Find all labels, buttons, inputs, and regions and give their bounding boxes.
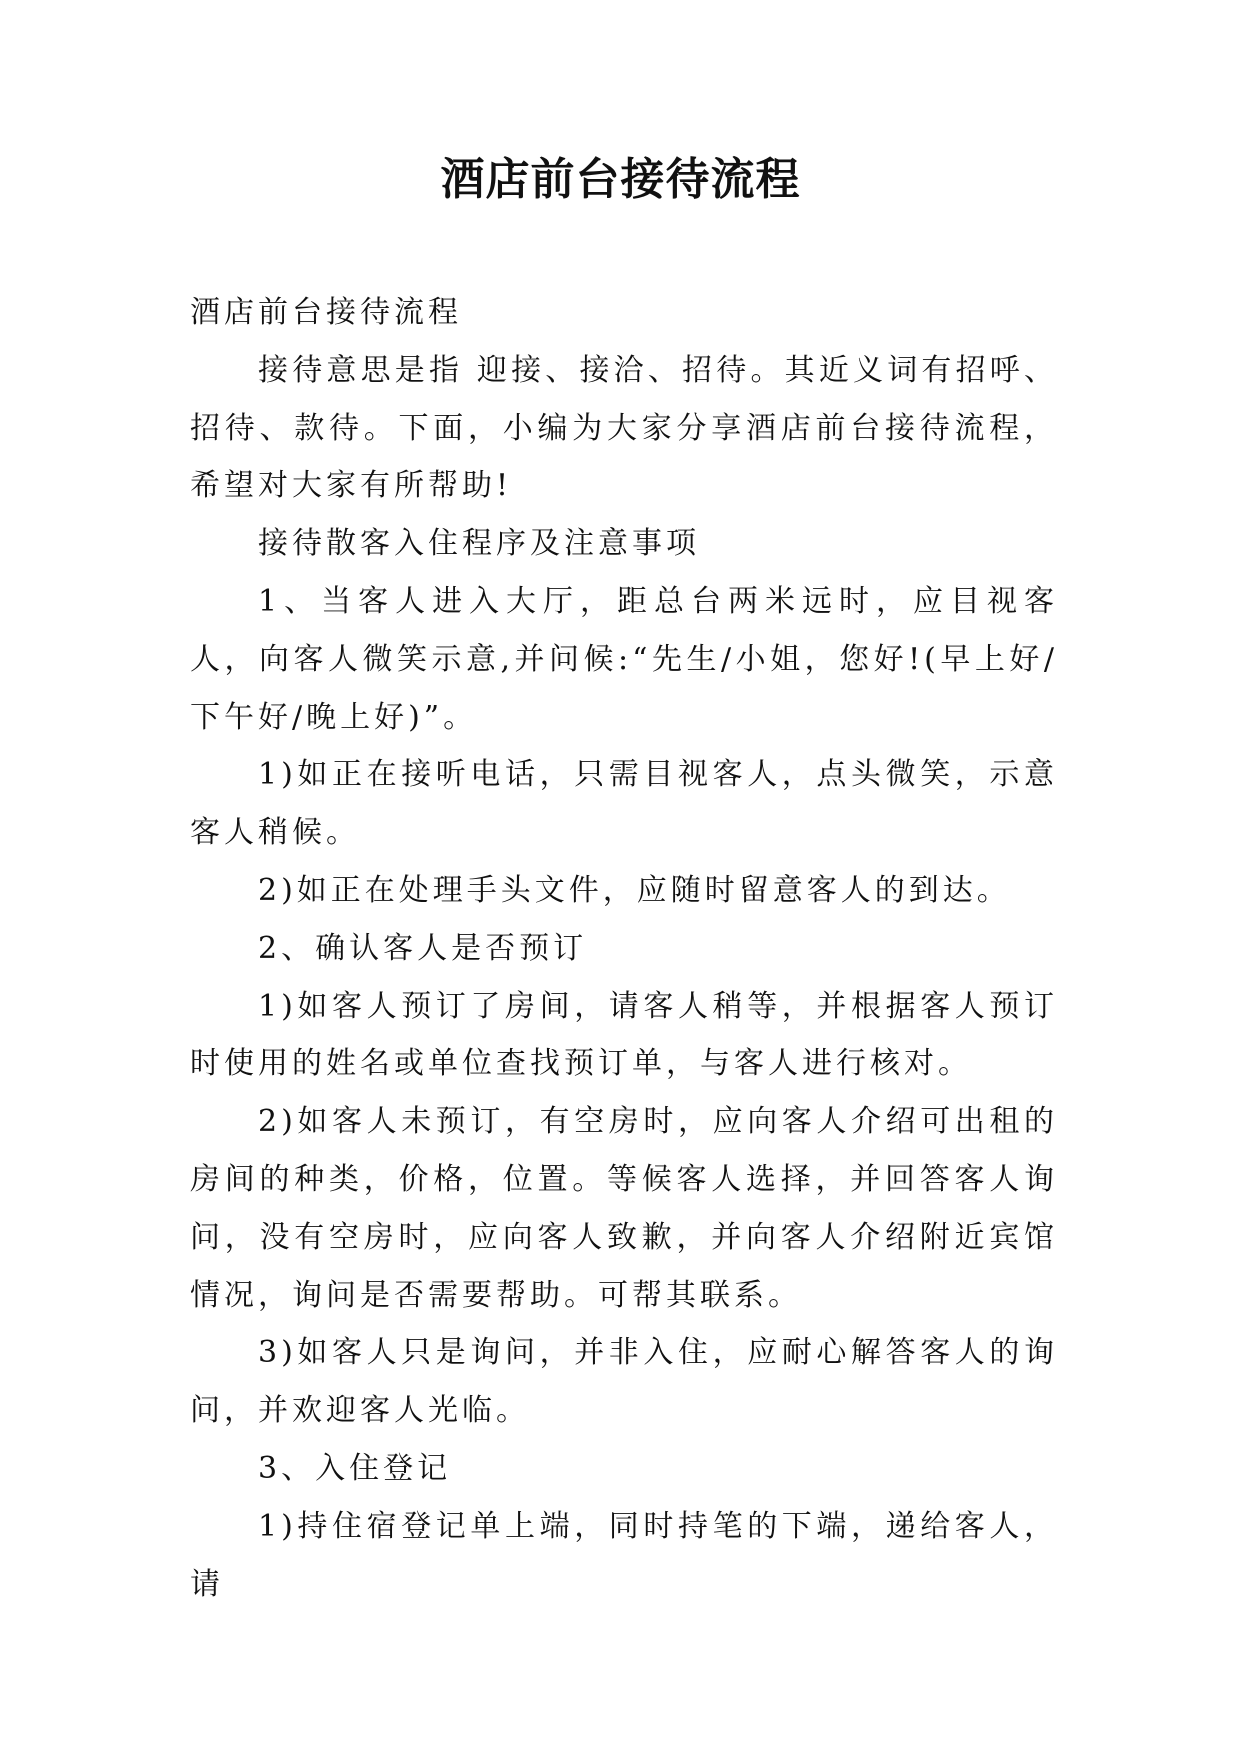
paragraph: 1)如客人预订了房间，请客人稍等，并根据客人预订时使用的姓名或单位查找预订单，与客人进行核对。 (190, 988, 1058, 1082)
paragraph: 接待散客入住程序及注意事项 (258, 526, 700, 562)
paragraph: 2)如正在处理手头文件，应随时留意客人的到达。 (258, 872, 1011, 908)
paragraph: 3、入住登记 (258, 1450, 452, 1486)
paragraph: 接待意思是指 迎接、接洽、招待。其近义词有招呼、招待、款待。下面，小编为大家分享酒店前台接待流程，希望对大家有所帮助! (190, 352, 1058, 504)
document-title: 酒店前台接待流程 (440, 154, 801, 205)
paragraph: 3)如客人只是询问，并非入住，应耐心解答客人的询问，并欢迎客人光临。 (190, 1335, 1058, 1429)
paragraph: 1)如正在接听电话，只需目视客人，点头微笑，示意客人稍候。 (190, 757, 1058, 851)
document-body (190, 284, 1058, 1613)
paragraph: 1)持住宿登记单上端，同时持笔的下端，递给客人，请 (190, 1508, 1058, 1602)
paragraph: 酒店前台接待流程 (190, 295, 462, 330)
paragraph: 1、当客人进入大厅，距总台两米远时，应目视客人，向客人微笑示意,并问候:“先生/小姐，您好!(早上好/下午好/晚上好)”。 (190, 583, 1058, 735)
paragraph: 2)如客人未预订，有空房时，应向客人介绍可出租的房间的种类，价格，位置。等候客人选择，并回答客人询问，没有空房时，应向客人致歉，并向客人介绍附近宾馆情况，询问是否需要帮助。可帮其联系。 (190, 1104, 1058, 1313)
paragraph: 2、确认客人是否预订 (258, 930, 588, 966)
